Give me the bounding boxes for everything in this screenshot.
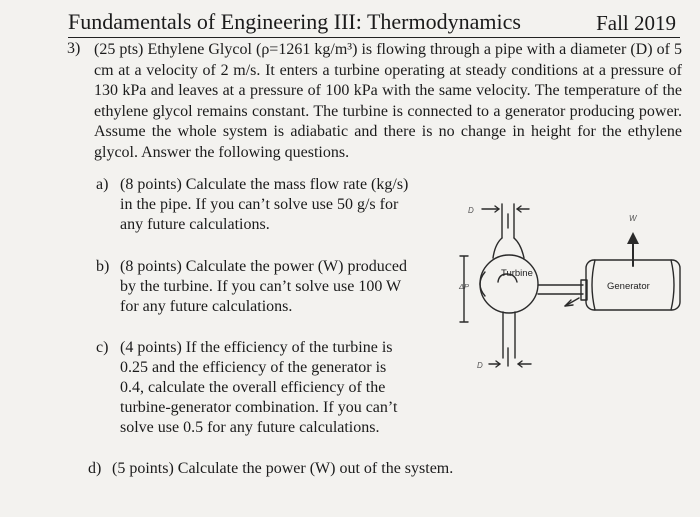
part-d-label: d)	[88, 460, 102, 477]
term-label: Fall 2019	[596, 11, 676, 35]
page-header	[68, 9, 680, 38]
outlet-diameter-label: D	[477, 361, 483, 370]
part-a-line: in the pipe. If you can’t solve use 50 g/s for	[120, 196, 399, 213]
course-title: Fundamentals of Engineering III: Thermodynamics	[68, 9, 521, 34]
turbine-generator-diagram	[455, 188, 690, 380]
part-b-text	[120, 257, 407, 317]
part-c-line: solve use 0.5 for any future calculations.	[120, 419, 380, 436]
part-a-line: any future calculations.	[120, 216, 270, 233]
pressure-drop-label: ΔP	[459, 282, 470, 291]
part-a-label: a)	[96, 176, 109, 193]
part-c-line: turbine-generator combination. If you can’t	[120, 399, 398, 416]
generator-end-left	[592, 260, 595, 310]
part-d-line: (5 points) Calculate the power (W) out of the system.	[112, 460, 454, 477]
part-c-line: 0.4, calculate the overall efficiency of the	[120, 379, 386, 396]
part-b-line: for any future calculations.	[120, 298, 293, 315]
part-c-line: (4 points) If the efficiency of the turbine is	[120, 339, 393, 356]
part-b-line: by the turbine. If you can’t solve use 100 W	[120, 278, 402, 295]
question-number: 3)	[67, 40, 81, 57]
part-c-label: c)	[96, 339, 109, 356]
power-arrowhead	[627, 232, 639, 244]
generator-end-right	[671, 260, 674, 310]
question-text: (25 pts) Ethylene Glycol (ρ=1261 kg/m³) is flowing through a pipe with a diameter (D) of 5 cm at a velocity of 2 m/s. It enters a turbine operating at steady conditions at a pressure of 130 kPa and leaves at a pressure of 100 kPa with the same velocity. The temperature of the ethylene glycol remains constant. The turbine is connected to a generator producing power. Assume the whole system is adiabatic and there is no change in height for the ethylene glycol. Answer the following questions.	[94, 41, 682, 161]
outlet-pipe	[503, 312, 515, 358]
turbine-casing	[480, 255, 538, 313]
part-a-text	[120, 175, 408, 235]
part-d-text	[112, 459, 453, 479]
part-b-label: b)	[96, 258, 110, 275]
part-b	[96, 257, 436, 321]
generator-label: Generator	[607, 281, 650, 292]
drive-shaft	[538, 285, 583, 294]
part-a-line: (8 points) Calculate the mass flow rate (kg/s)	[120, 176, 409, 193]
part-c	[96, 338, 436, 442]
part-a	[96, 175, 436, 239]
inlet-diameter-label: D	[468, 206, 474, 215]
part-b-line: (8 points) Calculate the power (W) produced	[120, 258, 408, 275]
power-label: W	[629, 214, 637, 223]
turbine-label: Turbine	[501, 268, 533, 279]
part-c-line: 0.25 and the efficiency of the generator is	[120, 359, 387, 376]
part-c-text	[120, 338, 397, 438]
part-d	[88, 459, 508, 481]
